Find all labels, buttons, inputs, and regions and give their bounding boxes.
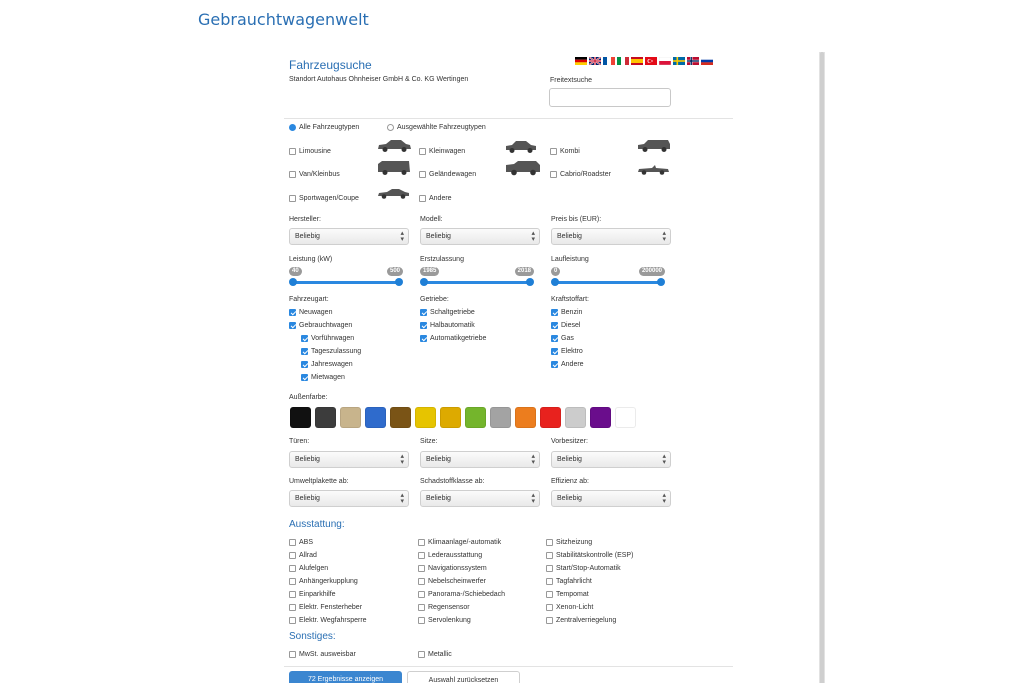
select-arrows-icon: ▴ ▾: [400, 492, 404, 505]
select-value: Beliebig: [426, 233, 451, 240]
color-swatch[interactable]: [565, 407, 586, 428]
emission-class-label: Schadstoffklasse ab:: [420, 478, 485, 485]
flag-es-icon[interactable]: [631, 57, 643, 65]
equipment-item[interactable]: [418, 552, 482, 559]
fuel-item[interactable]: [551, 335, 574, 342]
power-label: Leistung (kW): [289, 256, 333, 263]
checkbox-label: Elektr. Fensterheber: [299, 604, 363, 611]
checkbox-label: Vorführwagen: [311, 335, 355, 342]
checkbox[interactable]: [289, 171, 296, 178]
equipment-item[interactable]: [289, 539, 313, 546]
color-swatch[interactable]: [515, 407, 536, 428]
checkbox[interactable]: [289, 591, 296, 598]
transmission-item[interactable]: [420, 322, 475, 329]
equipment-item[interactable]: [289, 591, 336, 598]
select-arrows-icon: ▴ ▾: [531, 492, 535, 505]
select-arrows-icon: ▴ ▾: [400, 230, 404, 243]
slider-min-handle[interactable]: [289, 278, 297, 286]
equipment-item[interactable]: [546, 604, 593, 611]
transmission-item[interactable]: [420, 335, 486, 342]
vehicle-kind-label: Fahrzeugart:: [289, 296, 329, 303]
language-flags: [575, 57, 713, 65]
misc-item[interactable]: [289, 651, 356, 658]
slider-max-handle[interactable]: [395, 278, 403, 286]
checkbox-label: Zentralverriegelung: [556, 617, 617, 624]
misc-item[interactable]: [418, 651, 452, 658]
color-swatch[interactable]: [540, 407, 561, 428]
checkbox[interactable]: [551, 335, 558, 342]
color-swatch[interactable]: [390, 407, 411, 428]
radio-all-vehicle-types[interactable]: [289, 124, 359, 131]
divider: [284, 118, 733, 119]
checkbox-label: Navigationssystem: [428, 565, 487, 572]
body-type-cabrio[interactable]: [550, 171, 611, 178]
van-icon: [376, 160, 412, 176]
doors-select[interactable]: [289, 451, 409, 468]
checkbox-label: Tempomat: [556, 591, 589, 598]
flag-no-icon[interactable]: [687, 57, 699, 65]
equipment-item[interactable]: [418, 539, 501, 546]
efficiency-select[interactable]: [551, 490, 671, 507]
equipment-item[interactable]: [418, 591, 505, 598]
body-type-andere[interactable]: [419, 195, 452, 202]
previous-owners-label: Vorbesitzer:: [551, 438, 588, 445]
select-value: Beliebig: [426, 456, 451, 463]
checkbox[interactable]: [418, 578, 425, 585]
slider-max-value: 2018: [515, 267, 534, 276]
checkbox-label: Tagfahrlicht: [556, 578, 592, 585]
color-swatch[interactable]: [315, 407, 336, 428]
color-swatch[interactable]: [490, 407, 511, 428]
checkbox-label: Andere: [561, 361, 584, 368]
checkbox[interactable]: [546, 565, 553, 572]
dealer-location: Standort Autohaus Ohnheiser GmbH & Co. KG Wertingen: [289, 76, 469, 83]
checkbox[interactable]: [546, 591, 553, 598]
manufacturer-select[interactable]: [289, 228, 409, 245]
checkbox[interactable]: [289, 578, 296, 585]
color-swatch[interactable]: [465, 407, 486, 428]
color-swatches: [290, 407, 636, 428]
equipment-item[interactable]: [418, 617, 471, 624]
checkbox[interactable]: [418, 617, 425, 624]
sedan-icon: [376, 139, 412, 153]
checkbox-label: Halbautomatik: [430, 322, 475, 329]
body-type-van[interactable]: [289, 171, 340, 178]
emission-class-select[interactable]: [420, 490, 540, 507]
free-search-input[interactable]: [549, 88, 671, 107]
fuel-item[interactable]: [551, 348, 583, 355]
power-slider[interactable]: [289, 267, 403, 281]
checkbox-label: Start/Stop-Automatik: [556, 565, 621, 572]
checkbox[interactable]: [550, 148, 557, 155]
small-car-icon: [504, 140, 538, 154]
checkbox[interactable]: [551, 348, 558, 355]
equipment-title: Ausstattung:: [289, 519, 345, 530]
flag-tr-icon[interactable]: [645, 57, 657, 65]
checkbox-label: Metallic: [428, 651, 452, 658]
equipment-item[interactable]: [289, 565, 328, 572]
checkbox[interactable]: [289, 148, 296, 155]
equipment-item[interactable]: [289, 578, 358, 585]
checkbox-label: Automatikgetriebe: [430, 335, 487, 342]
checkbox[interactable]: [289, 552, 296, 559]
checkbox-label: Mietwagen: [311, 374, 345, 381]
slider-min-handle[interactable]: [551, 278, 559, 286]
slider-min-value: 0: [551, 267, 560, 276]
vehicle-kind-subitem[interactable]: [301, 335, 354, 342]
manufacturer-label: Hersteller:: [289, 216, 321, 223]
select-value: Beliebig: [295, 456, 320, 463]
emission-badge-select[interactable]: [289, 490, 409, 507]
checkbox-label: Elektr. Wegfahrsperre: [299, 617, 367, 624]
checkbox[interactable]: [418, 591, 425, 598]
checkbox[interactable]: [289, 604, 296, 611]
body-type-label: Van/Kleinbus: [299, 171, 340, 178]
body-type-limousine[interactable]: [289, 148, 331, 155]
body-type-label: Limousine: [299, 148, 331, 155]
body-type-sportwagen[interactable]: [289, 195, 359, 202]
checkbox[interactable]: [289, 322, 296, 329]
radio-indicator[interactable]: [387, 124, 394, 131]
vehicle-kind-subitem[interactable]: [301, 361, 353, 368]
select-value: Beliebig: [295, 495, 320, 502]
checkbox-label: Gebrauchtwagen: [299, 322, 353, 329]
checkbox[interactable]: [289, 565, 296, 572]
checkbox[interactable]: [418, 651, 425, 658]
checkbox-label: Einparkhilfe: [299, 591, 336, 598]
checkbox-label: Neuwagen: [299, 309, 333, 316]
checkbox-label: Benzin: [561, 309, 583, 316]
seats-label: Sitze:: [420, 438, 438, 445]
checkbox[interactable]: [550, 171, 557, 178]
equipment-item[interactable]: [418, 578, 486, 585]
slider-track: [553, 281, 663, 284]
color-swatch[interactable]: [290, 407, 311, 428]
radio-selected-vehicle-types[interactable]: [387, 124, 486, 131]
checkbox[interactable]: [301, 374, 308, 381]
select-arrows-icon: ▴ ▾: [531, 230, 535, 243]
checkbox[interactable]: [289, 309, 296, 316]
color-swatch[interactable]: [365, 407, 386, 428]
radio-label: Ausgewählte Fahrzeugtypen: [397, 124, 486, 131]
scrollbar[interactable]: [819, 52, 825, 683]
checkbox-label: Stabilitätskontrolle (ESP): [556, 552, 634, 559]
color-swatch[interactable]: [340, 407, 361, 428]
fuel-label: Kraftstoffart:: [551, 296, 589, 303]
divider: [284, 666, 733, 667]
body-type-label: Geländewagen: [429, 171, 477, 178]
checkbox[interactable]: [420, 322, 427, 329]
checkbox-label: Gas: [561, 335, 574, 342]
flag-it-icon[interactable]: [617, 57, 629, 65]
model-label: Modell:: [420, 216, 443, 223]
checkbox[interactable]: [301, 335, 308, 342]
flag-de-icon[interactable]: [575, 57, 587, 65]
body-type-gelaendewagen[interactable]: [419, 171, 476, 178]
vehicle-kind-subitem[interactable]: [301, 374, 345, 381]
checkbox-label: ABS: [299, 539, 314, 546]
doors-label: Türen:: [289, 438, 310, 445]
flag-ru-icon[interactable]: [701, 57, 713, 65]
checkbox[interactable]: [289, 651, 296, 658]
slider-track: [422, 281, 532, 284]
site-title: Gebrauchtwagenwelt: [198, 10, 369, 29]
select-value: Beliebig: [557, 495, 582, 502]
checkbox-label: Allrad: [299, 552, 317, 559]
suv-icon: [504, 160, 542, 176]
select-arrows-icon: ▴ ▾: [531, 453, 535, 466]
checkbox[interactable]: [551, 309, 558, 316]
checkbox[interactable]: [546, 552, 553, 559]
estate-car-icon: [636, 139, 672, 153]
slider-max-handle[interactable]: [526, 278, 534, 286]
checkbox-label: Panorama-/Schiebedach: [428, 591, 506, 598]
color-swatch[interactable]: [590, 407, 611, 428]
radio-label: Alle Fahrzeugtypen: [299, 124, 360, 131]
exterior-color-label: Außenfarbe:: [289, 394, 328, 401]
transmission-label: Getriebe:: [420, 296, 449, 303]
select-value: Beliebig: [426, 495, 451, 502]
body-type-kleinwagen[interactable]: [419, 148, 465, 155]
registration-label: Erstzulassung: [420, 256, 464, 263]
equipment-item[interactable]: [546, 565, 621, 572]
checkbox-label: Sitzheizung: [556, 539, 593, 546]
color-swatch[interactable]: [615, 407, 636, 428]
efficiency-label: Effizienz ab:: [551, 478, 590, 485]
color-swatch[interactable]: [415, 407, 436, 428]
flag-se-icon[interactable]: [673, 57, 685, 65]
equipment-item[interactable]: [546, 552, 633, 559]
checkbox-label: Schaltgetriebe: [430, 309, 475, 316]
select-value: Beliebig: [557, 233, 582, 240]
equipment-item[interactable]: [546, 617, 616, 624]
checkbox[interactable]: [289, 539, 296, 546]
free-search-label: Freitextsuche: [550, 77, 593, 84]
checkbox[interactable]: [419, 171, 426, 178]
equipment-item[interactable]: [546, 591, 589, 598]
checkbox[interactable]: [419, 148, 426, 155]
vehicle-kind-subitem[interactable]: [301, 348, 361, 355]
equipment-item[interactable]: [418, 565, 487, 572]
body-type-label: Kleinwagen: [429, 148, 466, 155]
emission-badge-label: Umweltplakette ab:: [289, 478, 349, 485]
select-arrows-icon: ▴ ▾: [662, 230, 666, 243]
checkbox[interactable]: [551, 361, 558, 368]
color-swatch[interactable]: [440, 407, 461, 428]
fuel-item[interactable]: [551, 361, 584, 368]
vehicle-kind-item[interactable]: [289, 309, 332, 316]
search-title: Fahrzeugsuche: [289, 58, 372, 72]
slider-min-value: 40: [289, 267, 302, 276]
price-select[interactable]: [551, 228, 671, 245]
fuel-item[interactable]: [551, 322, 580, 329]
transmission-item[interactable]: [420, 309, 475, 316]
mileage-label: Laufleistung: [551, 256, 589, 263]
registration-slider[interactable]: [420, 267, 534, 281]
body-type-kombi[interactable]: [550, 148, 580, 155]
reset-selection-button[interactable]: Auswahl zurücksetzen: [407, 671, 520, 683]
equipment-item[interactable]: [289, 604, 362, 611]
select-value: Beliebig: [557, 456, 582, 463]
checkbox[interactable]: [420, 335, 427, 342]
model-select[interactable]: [420, 228, 540, 245]
checkbox[interactable]: [289, 195, 296, 202]
checkbox-label: Diesel: [561, 322, 581, 329]
checkbox[interactable]: [551, 322, 558, 329]
seats-select[interactable]: [420, 451, 540, 468]
checkbox-label: Anhängerkupplung: [299, 578, 358, 585]
price-label: Preis bis (EUR):: [551, 216, 602, 223]
equipment-item[interactable]: [418, 604, 470, 611]
checkbox[interactable]: [546, 578, 553, 585]
checkbox[interactable]: [418, 565, 425, 572]
checkbox[interactable]: [546, 604, 553, 611]
vehicle-kind-item[interactable]: [289, 322, 352, 329]
body-type-label: Sportwagen/Coupe: [299, 195, 359, 202]
flag-fr-icon[interactable]: [603, 57, 615, 65]
equipment-item[interactable]: [546, 539, 592, 546]
checkbox-label: Alufelgen: [299, 565, 329, 572]
flag-en-icon[interactable]: [589, 57, 601, 65]
slider-max-handle[interactable]: [657, 278, 665, 286]
slider-max-value: 500: [387, 267, 403, 276]
radio-indicator[interactable]: [289, 124, 296, 131]
slider-min-value: 1985: [420, 267, 439, 276]
slider-min-handle[interactable]: [420, 278, 428, 286]
checkbox[interactable]: [418, 604, 425, 611]
checkbox[interactable]: [301, 361, 308, 368]
checkbox[interactable]: [419, 195, 426, 202]
coupe-icon: [376, 188, 410, 200]
checkbox-label: Lederausstattung: [428, 552, 483, 559]
checkbox-label: Klimaanlage/-automatik: [428, 539, 502, 546]
slider-track: [291, 281, 401, 284]
vehicle-search-panel: [284, 48, 734, 683]
checkbox[interactable]: [546, 539, 553, 546]
checkbox-label: Tageszulassung: [311, 348, 362, 355]
equipment-item[interactable]: [546, 578, 592, 585]
checkbox[interactable]: [289, 617, 296, 624]
fuel-item[interactable]: [551, 309, 582, 316]
select-value: Beliebig: [295, 233, 320, 240]
checkbox-label: Servolenkung: [428, 617, 471, 624]
previous-owners-select[interactable]: [551, 451, 671, 468]
select-arrows-icon: ▴ ▾: [662, 492, 666, 505]
checkbox-label: Regensensor: [428, 604, 470, 611]
body-type-label: Cabrio/Roadster: [560, 171, 611, 178]
checkbox[interactable]: [420, 309, 427, 316]
equipment-item[interactable]: [289, 552, 317, 559]
checkbox-label: Nebelscheinwerfer: [428, 578, 486, 585]
mileage-slider[interactable]: [551, 267, 665, 281]
body-type-label: Kombi: [560, 148, 580, 155]
misc-title: Sonstiges:: [289, 631, 336, 642]
checkbox-label: Xenon-Licht: [556, 604, 594, 611]
checkbox[interactable]: [418, 539, 425, 546]
show-results-button[interactable]: 72 Ergebnisse anzeigen: [289, 671, 402, 683]
select-arrows-icon: ▴ ▾: [662, 453, 666, 466]
checkbox-label: Jahreswagen: [311, 361, 353, 368]
checkbox[interactable]: [418, 552, 425, 559]
select-arrows-icon: ▴ ▾: [400, 453, 404, 466]
equipment-item[interactable]: [289, 617, 367, 624]
flag-pl-icon[interactable]: [659, 57, 671, 65]
checkbox[interactable]: [546, 617, 553, 624]
body-type-label: Andere: [429, 195, 452, 202]
checkbox-label: MwSt. ausweisbar: [299, 651, 356, 658]
slider-max-value: 200000: [639, 267, 665, 276]
checkbox[interactable]: [301, 348, 308, 355]
checkbox-label: Elektro: [561, 348, 583, 355]
scrollbar-thumb[interactable]: [820, 52, 824, 683]
convertible-icon: [636, 164, 670, 176]
